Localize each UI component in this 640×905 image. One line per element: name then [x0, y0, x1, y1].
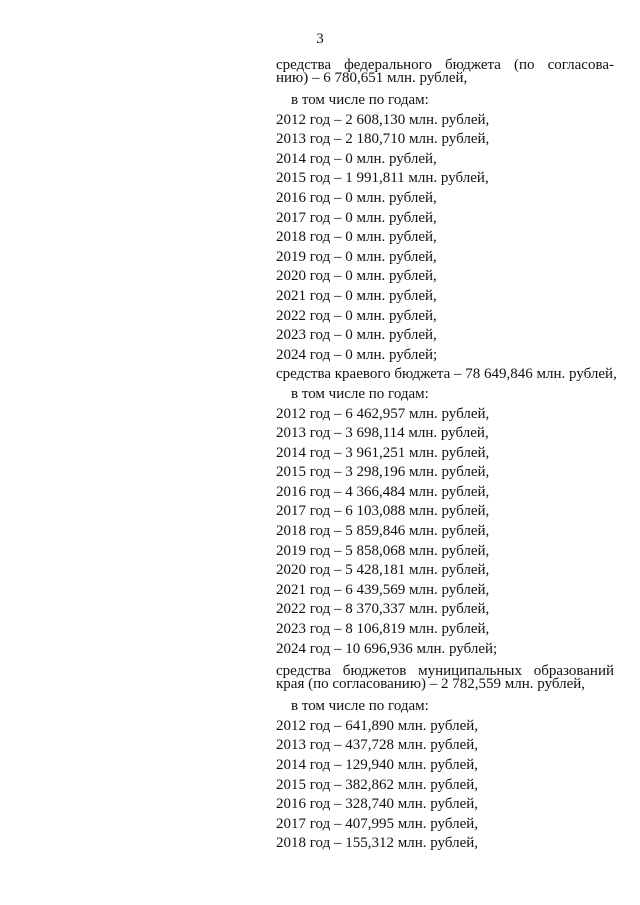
federal-year-line: 2019 год – 0 млн. рублей, [276, 248, 437, 265]
municipal-year-line: 2014 год – 129,940 млн. рублей, [276, 757, 479, 773]
municipal-year-line: 2012 год – 641,890 млн. рублей, [276, 717, 479, 734]
federal-budget-section [276, 59, 614, 365]
regional-year-line: 2012 год – 6 462,957 млн. рублей, [276, 405, 490, 422]
federal-by-years-label: в том числе по годам: [291, 92, 429, 108]
page-number: 3 [316, 31, 324, 47]
federal-year-line: 2012 год – 2 608,130 млн. рублей, [276, 111, 490, 128]
municipal-intro-line-1: средства бюджетов муниципальных образований [276, 663, 614, 680]
regional-year-line: 2020 год – 5 428,181 млн. рублей, [276, 562, 490, 579]
regional-intro: средства краевого бюджета – 78 649,846 млн. рублей, [276, 366, 617, 383]
federal-year-line: 2020 год – 0 млн. рублей, [276, 268, 437, 285]
municipal-year-line: 2018 год – 155,312 млн. рублей, [276, 835, 479, 852]
regional-by-years-label: в том числе по годам: [291, 385, 429, 402]
regional-year-line: 2024 год – 10 696,936 млн. рублей; [276, 640, 498, 657]
regional-year-line: 2017 год – 6 103,088 млн. рублей, [276, 503, 490, 520]
regional-year-line: 2014 год – 3 961,251 млн. рублей, [276, 444, 490, 461]
regional-year-line: 2015 год – 3 298,196 млн. рублей, [276, 464, 490, 481]
funding-text [276, 57, 617, 854]
municipal-budget-section [276, 665, 614, 854]
regional-year-line: 2018 год – 5 859,846 млн. рублей, [276, 523, 490, 540]
municipal-year-line: 2013 год – 437,728 млн. рублей, [276, 737, 479, 754]
federal-year-line: 2013 год – 2 180,710 млн. рублей, [276, 131, 490, 148]
federal-year-line: 2018 год – 0 млн. рублей, [276, 229, 437, 246]
federal-year-line: 2021 год – 0 млн. рублей, [276, 287, 437, 304]
federal-year-line: 2014 год – 0 млн. рублей, [276, 150, 437, 167]
regional-year-line: 2016 год – 4 366,484 млн. рублей, [276, 483, 490, 500]
municipal-year-line: 2016 год – 328,740 млн. рублей, [276, 796, 479, 813]
municipal-intro-line-2: края (по согласованию) – 2 782,559 млн. рублей, [276, 676, 586, 693]
federal-year-line: 2023 год – 0 млн. рублей, [276, 327, 437, 344]
regional-budget-section [276, 365, 617, 659]
regional-year-line: 2019 год – 5 858,068 млн. рублей, [276, 542, 490, 559]
regional-year-line: 2023 год – 8 106,819 млн. рублей, [276, 621, 490, 638]
federal-intro-line-1: средства федерального бюджета (по согласова- [276, 57, 614, 73]
federal-year-line: 2024 год – 0 млн. рублей; [276, 346, 438, 363]
federal-year-line: 2016 год – 0 млн. рублей, [276, 189, 437, 206]
federal-year-line: 2022 год – 0 млн. рублей, [276, 307, 437, 324]
municipal-year-line: 2015 год – 382,862 млн. рублей, [276, 776, 479, 793]
regional-year-line: 2021 год – 6 439,569 млн. рублей, [276, 581, 490, 598]
regional-year-line: 2013 год – 3 698,114 млн. рублей, [276, 425, 489, 442]
municipal-by-years-label: в том числе по годам: [291, 698, 429, 715]
municipal-year-line: 2017 год – 407,995 млн. рублей, [276, 815, 479, 832]
federal-intro-line-2: нию) – 6 780,651 млн. рублей, [276, 70, 468, 86]
federal-year-line: 2017 год – 0 млн. рублей, [276, 209, 437, 226]
federal-year-line: 2015 год – 1 991,811 млн. рублей, [276, 170, 489, 187]
regional-year-line: 2022 год – 8 370,337 млн. рублей, [276, 601, 490, 618]
